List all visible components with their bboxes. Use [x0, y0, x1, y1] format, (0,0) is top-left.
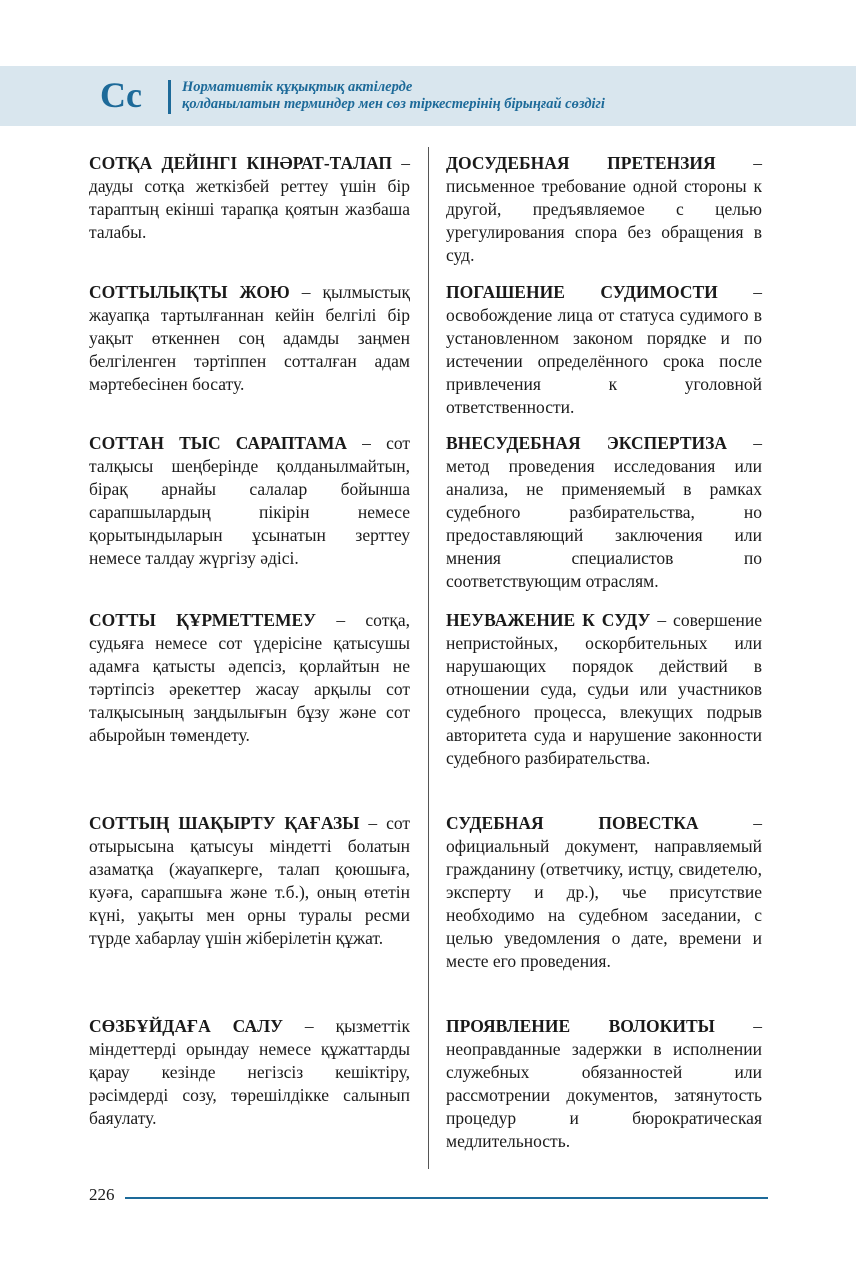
term-ru: НЕУВАЖЕНИЕ К СУДУ — [446, 610, 651, 630]
definition-ru: – освобождение лица от статуса судимого в установленном законом порядке и по истечении определённого срока после привлечения к уголовной ответственности. — [446, 282, 762, 417]
definition-ru: – неоправданные задержки в исполнении служебных обязанностей или рассмотрении документов, затянутость процедур и бюрократическая медлительность. — [446, 1016, 762, 1151]
term-ru: ДОСУДЕБНАЯ ПРЕТЕНЗИЯ — [446, 153, 716, 173]
term-kz: СӨЗБҰЙДАҒА САЛУ — [89, 1016, 283, 1036]
definition-ru: – совершение непристойных, оскорбительных или нарушающих порядок действий в отношении суда, судьи или участников судебного процесса, влекущих подрыв авторитета суда и нарушение законности судебного разбирательства. — [446, 610, 762, 768]
term-kz: СОТТЫ ҚҰРМЕТТЕМЕУ — [89, 610, 317, 630]
term-ru: ВНЕСУДЕБНАЯ ЭКСПЕРТИЗА — [446, 433, 727, 453]
definition-kz: – сот талқысы шеңберінде қолданылмайтын, бірақ арнайы салалар бойынша сарапшылардың пікірін немесе қорытындыларын ұсынатын зерттеу немесе талдау жүргізу әдісі. — [89, 433, 411, 568]
entry-ru-3 — [446, 432, 762, 593]
section-letter: Cc — [100, 75, 142, 115]
term-kz: СОТТЫҢ ШАҚЫРТУ ҚАҒАЗЫ — [89, 813, 360, 833]
definition-kz: – сот отырысына қатысуы міндетті болатын азаматқа (жауапкерге, талап қоюшыға, куәға, сарапшыға және т.б.), оның өтетін күні, уақыты мен орны туралы ресми түрде хабарлау үшін жіберілетін құжат. — [89, 813, 410, 948]
page-number: 226 — [89, 1185, 115, 1204]
header-title-line-1: Нормативтік құқықтық актілерде — [182, 79, 413, 95]
term-ru: СУДЕБНАЯ ПОВЕСТКА — [446, 813, 699, 833]
entry-kz-3 — [89, 432, 410, 570]
term-kz: СОТТЫЛЫҚТЫ ЖОЮ — [89, 282, 290, 302]
entry-kz-5 — [89, 812, 410, 950]
running-header-title — [182, 79, 822, 113]
entry-kz-1 — [89, 152, 410, 244]
term-ru: ПРОЯВЛЕНИЕ ВОЛОКИТЫ — [446, 1016, 715, 1036]
column-divider — [428, 147, 429, 1169]
term-ru: ПОГАШЕНИЕ СУДИМОСТИ — [446, 282, 718, 302]
definition-kz: – қызметтік міндеттерді орындау немесе құжаттарды қарау кезінде негізсіз кешіктіру, рәсімдерді созу, төрешілдікке салынып баяулату. — [89, 1016, 410, 1128]
entry-ru-4 — [446, 609, 762, 770]
entry-ru-5 — [446, 812, 762, 973]
header-title-line-2: қолданылатын терминдер мен сөз тіркестерінің бірыңғай сөздігі — [182, 96, 605, 112]
definition-kz: – сотқа, судьяға немесе сот үдерісіне қатысушы адамға қатысты әдепсіз, қорлайтын не тәртіпсіз әрекеттер жасау арқылы сот талқысының заңдылығын бұзу және сот абыройын төмендету. — [89, 610, 410, 745]
definition-kz: – қылмыстық жауапқа тартылғаннан кейін белгілі бір уақыт өткеннен соң адамды заңмен белгіленген тәртіппен сотталған адам мәртебесінен босату. — [89, 282, 411, 394]
entry-kz-2 — [89, 281, 410, 396]
entry-ru-6 — [446, 1015, 762, 1153]
entry-kz-6 — [89, 1015, 410, 1130]
entry-ru-2 — [446, 281, 762, 419]
footer-rule — [125, 1197, 768, 1199]
term-kz: СОТТАН ТЫС САРАПТАМА — [89, 433, 348, 453]
entry-ru-1 — [446, 152, 762, 267]
definition-ru: – официальный документ, направляемый гражданину (ответчику, истцу, свидетелю, эксперту и др.), чье присутствие необходимо на судебном заседании, с целью уведомления о дате, времени и месте его проведения. — [446, 813, 763, 971]
definition-ru: – метод проведения исследования или анализа, не применяемый в рамках судебного разбирательства, но предоставляющий заключения или мнения специалистов по соответствующим отраслям. — [446, 433, 762, 591]
term-kz: СОТҚА ДЕЙІНГІ КІНӘРАТ-ТАЛАП — [89, 153, 392, 173]
definition-ru: – письменное требование одной стороны к другой, предъявляемое с целью урегулирования спора без обращения в суд. — [446, 153, 762, 265]
entry-kz-4 — [89, 609, 410, 747]
header-accent-bar — [168, 80, 171, 114]
definition-kz: – дауды сотқа жеткізбей реттеу үшін бір тараптың екінші тарапқа қоятын жазбаша талабы. — [89, 153, 411, 242]
